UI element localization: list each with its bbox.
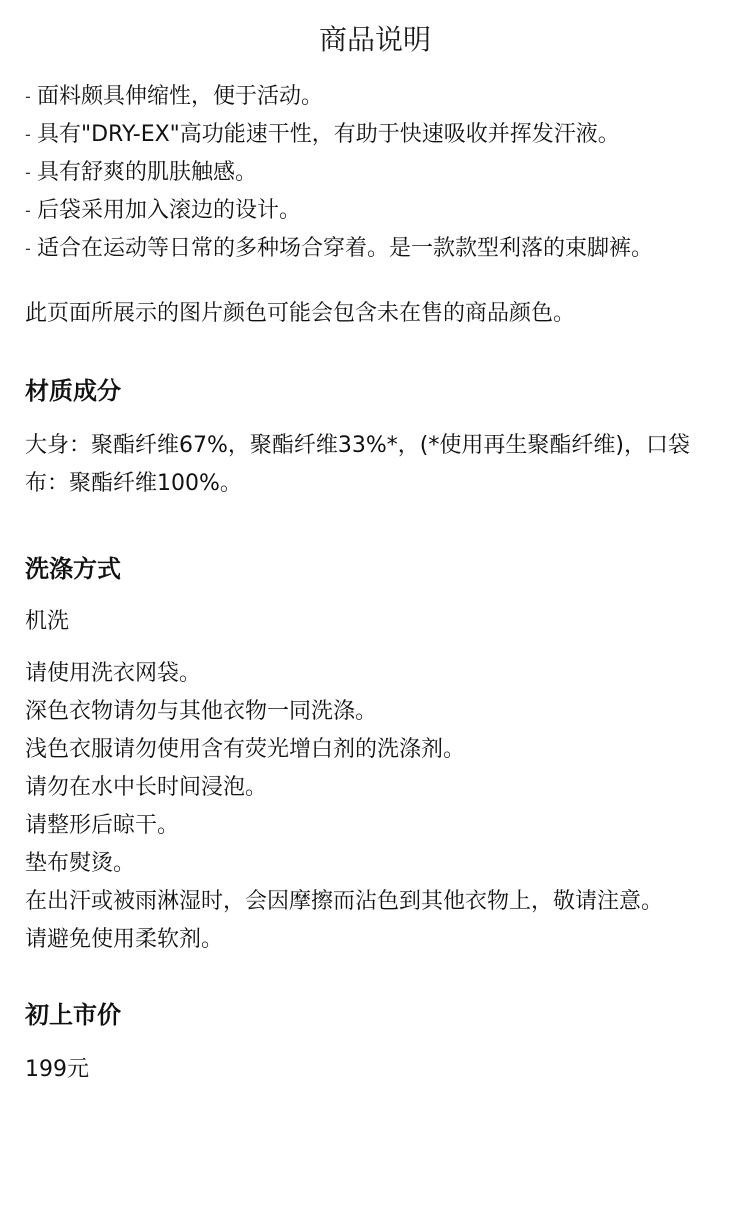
feature-text: 后袋采用加入滚边的设计。 (37, 198, 302, 223)
feature-item (25, 154, 725, 192)
price-value: 199元 (25, 1057, 89, 1082)
washing-instruction-item: 请整形后晾干。 (25, 813, 180, 838)
washing-instruction-item: 在出汗或被雨淋湿时，会因摩擦而沾色到其他衣物上，敬请注意。 (25, 889, 664, 914)
feature-item (25, 230, 725, 268)
feature-item (25, 192, 725, 230)
washing-instruction-item: 请使用洗衣网袋。 (25, 661, 202, 686)
material-composition: 大身：聚酯纤维67%，聚酯纤维33%*，(*使用再生聚酯纤维)，口袋布：聚酯纤维100%。 (25, 433, 690, 496)
feature-list (25, 78, 725, 268)
dash-marker: - (25, 201, 31, 220)
feature-text: 具有"DRY-EX"高功能速干性，有助于快速吸收并挥发汗液。 (37, 122, 620, 147)
price-heading: 初上市价 (25, 1001, 121, 1029)
washing-instruction-item: 垫布熨烫。 (25, 851, 136, 876)
feature-text: 适合在运动等日常的多种场合穿着。是一款款型利落的束脚裤。 (37, 236, 654, 261)
washing-instructions (25, 655, 725, 959)
dash-marker: - (25, 163, 31, 182)
feature-text: 具有舒爽的肌肤触感。 (37, 160, 258, 185)
washing-method: 机洗 (25, 609, 70, 634)
washing-instruction-item: 深色衣物请勿与其他衣物一同洗涤。 (25, 699, 378, 724)
page-title: 商品说明 (318, 23, 431, 56)
washing-heading: 洗涤方式 (25, 555, 121, 583)
washing-instruction-item: 浅色衣服请勿使用含有荧光增白剂的洗涤剂。 (25, 737, 466, 762)
feature-item (25, 116, 725, 154)
washing-instruction-item: 请避免使用柔软剂。 (25, 927, 224, 952)
material-heading: 材质成分 (25, 377, 121, 405)
feature-item (25, 78, 725, 116)
feature-text: 面料颇具伸缩性，便于活动。 (37, 84, 324, 109)
dash-marker: - (25, 87, 31, 106)
color-disclaimer: 此页面所展示的图片颜色可能会包含未在售的商品颜色。 (25, 301, 576, 326)
dash-marker: - (25, 125, 31, 144)
dash-marker: - (25, 239, 31, 258)
washing-instruction-item: 请勿在水中长时间浸泡。 (25, 775, 268, 800)
